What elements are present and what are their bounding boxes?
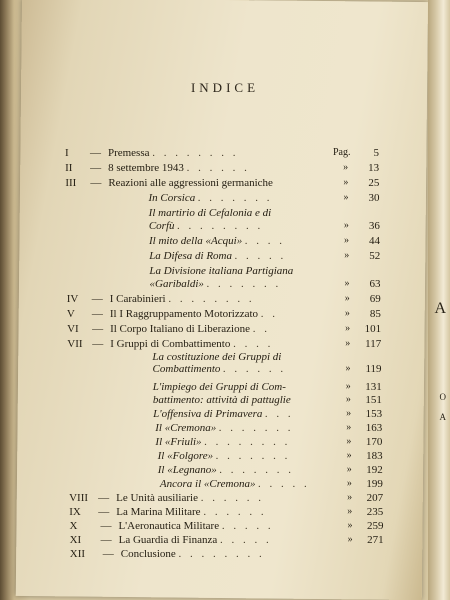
chapter-dash: — <box>92 338 104 350</box>
chapter-dash: — <box>90 162 102 174</box>
chapter-number: IX <box>69 506 81 518</box>
page-marker: » <box>343 192 349 203</box>
chapter-dash: — <box>98 506 110 518</box>
toc-entry <box>0 235 450 249</box>
page-number: 69 <box>369 293 381 305</box>
toc-entry <box>0 422 450 436</box>
chapter-number: X <box>69 520 78 532</box>
toc-entry <box>0 308 450 322</box>
page-number: 153 <box>365 408 383 420</box>
index-title: INDICE <box>190 80 260 95</box>
page-marker: » <box>344 293 350 304</box>
entry-title: L'Aeronautica Militare . . . . . <box>118 520 274 532</box>
leader-dots: . . . . . . . . <box>152 147 239 159</box>
page-number: 13 <box>368 162 380 174</box>
edge-letter: O <box>439 392 446 402</box>
page-marker: » <box>347 492 353 503</box>
page-number: 163 <box>365 422 383 434</box>
chapter-dash: — <box>91 293 103 305</box>
page-number: 151 <box>365 394 382 406</box>
chapter-number: VII <box>67 338 83 350</box>
entry-title: La Divisione italiana Partigiana <box>149 265 294 277</box>
entry-title: I Carabinieri . . . . . . . . <box>109 293 255 305</box>
entry-title: Il I Raggruppamento Motorizzato . . <box>109 308 279 320</box>
page-marker: » <box>347 506 353 517</box>
entry-title: La Difesa di Roma . . . . . <box>149 250 287 262</box>
chapter-number: IV <box>66 293 79 305</box>
page-marker: » <box>347 534 353 545</box>
leader-dots: . . . . . . . <box>198 192 273 204</box>
leader-dots: . . . . . . . . <box>178 548 265 560</box>
page-number: 117 <box>365 338 382 350</box>
page-marker: » <box>343 177 349 188</box>
entry-title: Combattimento . . . . . . <box>152 363 287 375</box>
toc-entry <box>0 220 450 234</box>
leader-dots: . . . . . . <box>186 162 250 174</box>
leader-dots: . . . . . . . <box>215 450 291 462</box>
toc-entry <box>0 265 450 279</box>
entry-title: L'offensiva di Primavera . . . <box>153 408 294 420</box>
page-number: 170 <box>365 436 383 448</box>
page-marker: » <box>346 436 352 447</box>
page-marker: » <box>346 450 352 461</box>
leader-dots: . . <box>252 323 270 335</box>
page-number: 25 <box>368 177 380 189</box>
toc-entry <box>0 147 450 161</box>
leader-dots: . . . . . . <box>223 363 287 375</box>
page-number: 183 <box>366 450 383 462</box>
page-number: 259 <box>366 520 384 532</box>
page-marker: » <box>346 464 352 475</box>
toc-entry <box>0 478 450 492</box>
page-marker: » <box>345 381 351 392</box>
page-marker: » <box>344 235 350 246</box>
chapter-number: XI <box>69 534 82 546</box>
entry-title: L'impiego dei Gruppi di Com- <box>152 381 286 393</box>
page-number: 199 <box>366 478 383 490</box>
page-marker: » <box>345 338 351 349</box>
entry-title: Il «Folgore» . . . . . . . <box>157 450 291 462</box>
page-marker: Pag. <box>332 147 351 158</box>
page-number: 271 <box>367 534 384 546</box>
edge-letter: A <box>434 300 446 317</box>
page-marker: » <box>345 394 351 405</box>
leader-dots: . . . <box>265 408 294 420</box>
page-marker: » <box>343 220 349 231</box>
page-marker: » <box>346 408 352 419</box>
leader-dots: . . . . . <box>234 250 287 262</box>
toc-entry <box>0 548 450 562</box>
toc-entry <box>0 293 450 307</box>
toc-entry <box>0 381 450 395</box>
chapter-dash: — <box>102 548 114 560</box>
toc-entry <box>0 450 450 464</box>
leader-dots: . . . . . . . . <box>204 436 291 448</box>
entry-title: Il «Friuli» . . . . . . . . <box>155 436 291 448</box>
page-marker: » <box>347 520 353 531</box>
page-marker: » <box>344 278 350 289</box>
chapter-number: VIII <box>69 492 89 504</box>
page-marker: » <box>345 363 351 374</box>
leader-dots: . . . . . . . . <box>168 293 255 305</box>
entry-title: Reazioni alle aggressioni germaniche <box>108 177 273 189</box>
entry-title: Il mito della «Acqui» . . . . <box>149 235 286 247</box>
toc-entry <box>0 534 450 548</box>
leader-dots: . . . . . . . . <box>177 220 264 232</box>
leader-dots: . . . . . <box>221 520 274 532</box>
chapter-dash: — <box>98 492 110 504</box>
page-number: 5 <box>373 147 379 159</box>
chapter-dash: — <box>89 147 101 159</box>
chapter-number: VI <box>67 323 79 335</box>
chapter-number: II <box>65 162 73 174</box>
chapter-dash: — <box>91 308 103 320</box>
toc-entry <box>0 207 450 221</box>
entry-title: «Garibaldi» . . . . . . . <box>149 278 282 290</box>
entry-title: 8 settembre 1943 . . . . . . <box>108 162 250 174</box>
leader-dots: . . . . . . . <box>219 422 294 434</box>
page-number: 44 <box>369 235 381 247</box>
entry-title: Il martirio di Cefalonia e di <box>148 207 272 219</box>
page-number: 63 <box>369 278 381 290</box>
toc-entry <box>0 492 450 506</box>
toc-entry <box>0 464 450 478</box>
page-marker: » <box>343 162 349 173</box>
chapter-dash: — <box>100 534 112 546</box>
chapter-dash: — <box>90 177 102 189</box>
toc-entry <box>0 162 450 176</box>
leader-dots: . . . . . <box>258 478 310 490</box>
leader-dots: . . . . <box>244 235 286 247</box>
chapter-number: III <box>65 177 77 189</box>
toc-entry <box>0 506 450 520</box>
page-number: 101 <box>364 323 382 335</box>
page-marker: » <box>346 478 352 489</box>
chapter-dash: — <box>100 520 112 532</box>
edge-letter: A <box>439 412 446 422</box>
leader-dots: . . . . . . <box>203 506 267 518</box>
leader-dots: . . . . <box>233 338 274 350</box>
toc-entry <box>0 408 450 422</box>
page-marker: » <box>344 250 350 261</box>
toc-entry <box>0 250 450 264</box>
leader-dots: . . . . . . . <box>206 278 282 290</box>
entry-title: Ancora il «Cremona» . . . . . <box>159 478 310 490</box>
toc-entry <box>0 338 450 352</box>
chapter-number: V <box>66 308 75 320</box>
entry-title: I Gruppi di Combattimento . . . . <box>110 338 274 350</box>
entry-title: Premessa . . . . . . . . <box>107 147 239 159</box>
chapter-dash: — <box>92 323 104 335</box>
page-number: 30 <box>368 192 380 204</box>
entry-title: Il Corpo Italiano di Liberazione . . <box>110 323 270 335</box>
entry-title: Conclusione . . . . . . . . <box>120 548 265 560</box>
page-number: 192 <box>366 464 383 476</box>
entry-title: battimento: attività di pattuglie <box>152 394 291 406</box>
chapter-number: I <box>64 147 69 159</box>
toc-entry <box>0 278 450 292</box>
page-number: 85 <box>369 308 381 320</box>
leader-dots: . . . . . . . <box>219 464 295 476</box>
toc-entry <box>0 363 450 377</box>
entry-title: Il «Cremona» . . . . . . . <box>155 422 294 434</box>
leader-dots: . . . . . . <box>200 492 264 504</box>
page-number: 207 <box>366 492 384 504</box>
leader-dots: . . . . . <box>220 534 272 546</box>
toc-entry <box>0 436 450 450</box>
entry-title: Il «Legnano» . . . . . . . <box>157 464 295 476</box>
page-marker: » <box>344 308 350 319</box>
page-marker: » <box>345 323 351 334</box>
chapter-number: XII <box>69 548 86 560</box>
toc-entry <box>0 520 450 534</box>
toc-entry <box>0 323 450 337</box>
page-number: 52 <box>369 250 381 262</box>
page-number: 119 <box>365 363 382 375</box>
page-marker: » <box>346 422 352 433</box>
entry-title: La Marina Militare . . . . . . <box>116 506 267 518</box>
entry-title: La costituzione dei Gruppi di <box>152 351 282 363</box>
entry-title: In Corsica . . . . . . . <box>148 192 273 204</box>
page-number: 131 <box>365 381 382 393</box>
leader-dots: . . <box>260 308 279 320</box>
entry-title: La Guardia di Finanza . . . . . <box>118 534 272 546</box>
toc-entry <box>0 177 450 191</box>
page-number: 235 <box>366 506 384 518</box>
toc-entry <box>0 192 450 206</box>
page-number: 36 <box>368 220 380 232</box>
toc-entry <box>0 394 450 408</box>
entry-title: Corfù . . . . . . . . <box>148 220 264 232</box>
entry-title: Le Unità ausiliarie . . . . . . <box>116 492 264 504</box>
